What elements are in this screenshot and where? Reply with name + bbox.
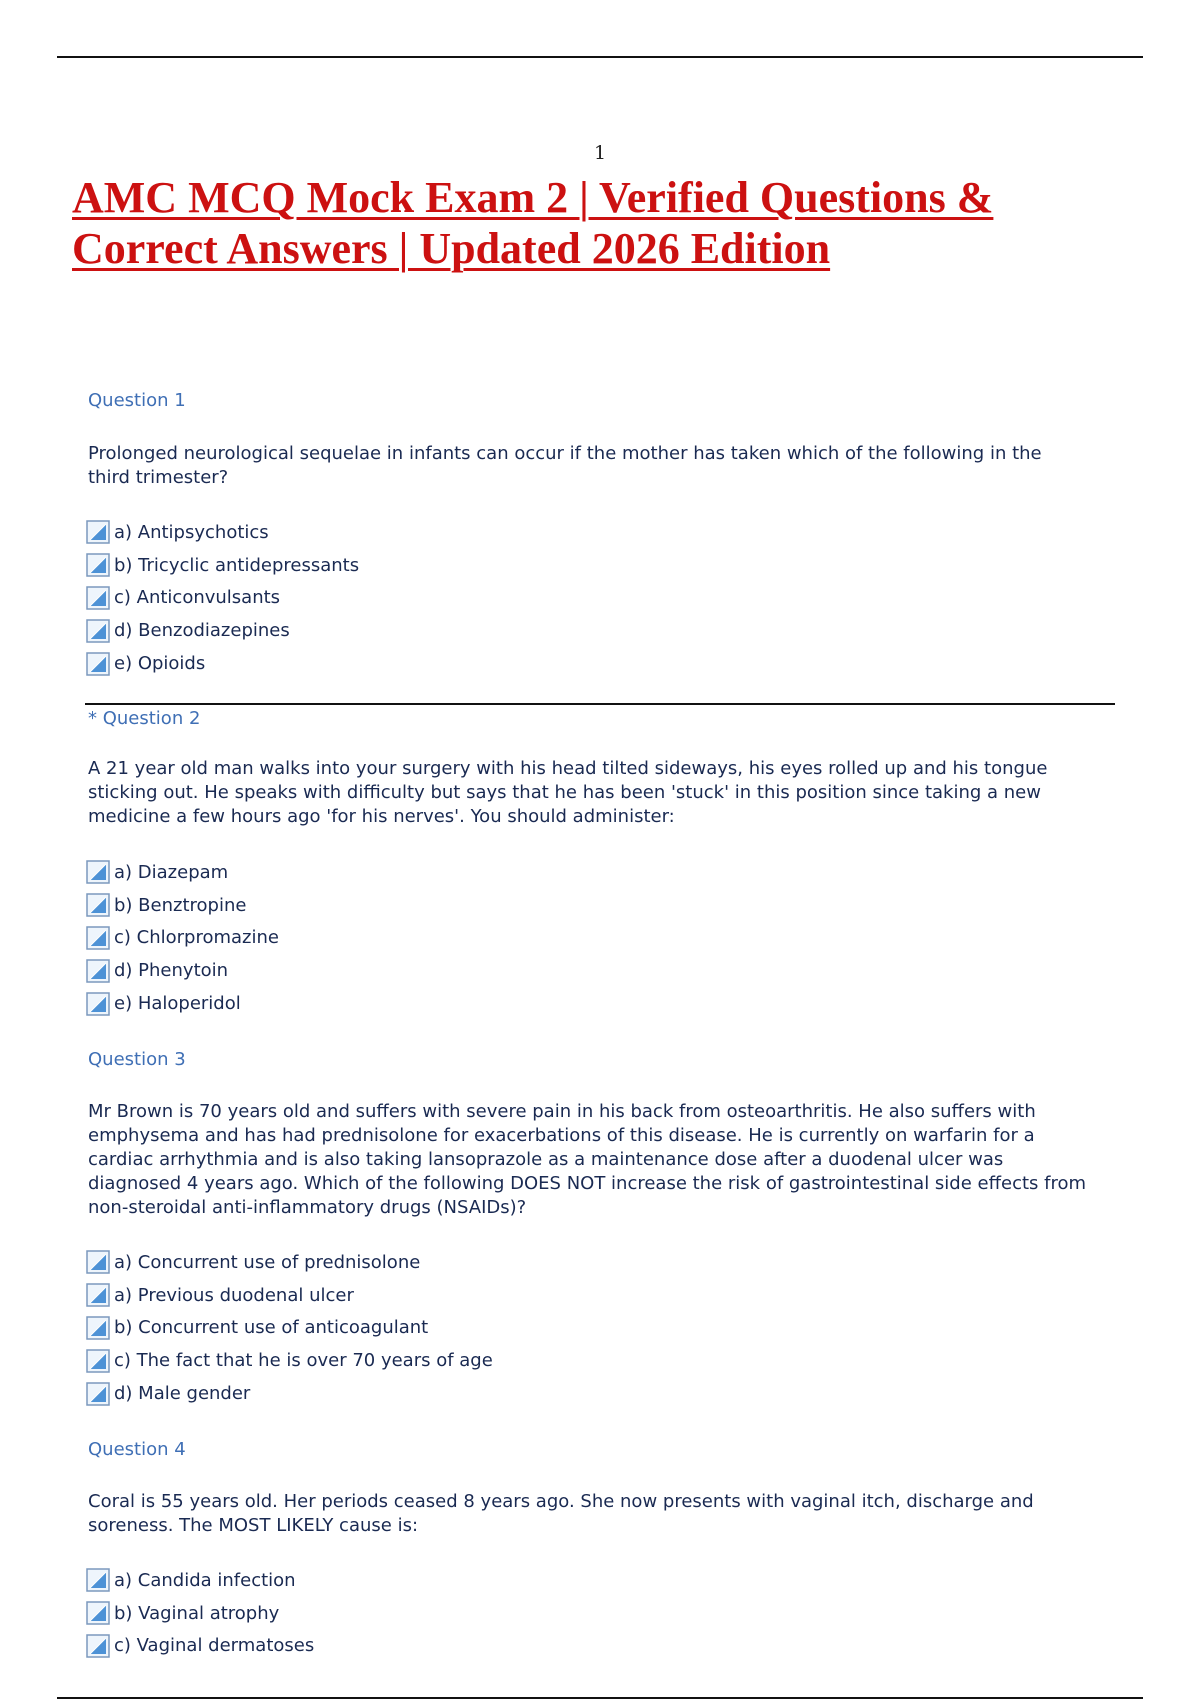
question-label: * Question 2 (88, 708, 201, 729)
answer-option[interactable] (86, 1564, 314, 1597)
checkbox-icon[interactable] (86, 619, 110, 643)
answer-option[interactable] (86, 922, 279, 955)
checkbox-icon[interactable] (86, 1601, 110, 1625)
answer-option[interactable] (86, 1279, 493, 1312)
answer-option[interactable] (86, 889, 279, 922)
answer-options (86, 1564, 314, 1662)
answer-option[interactable] (86, 1630, 314, 1663)
answer-option[interactable] (86, 954, 279, 987)
checkbox-icon[interactable] (86, 553, 110, 577)
question-text: A 21 year old man walks into your surgery with his head tilted sideways, his eyes rolled up and his tongue sticking out. He speaks with difficulty but says that he has been 'stuck' in this position since taking a new medicine a few hours ago 'for his nerves'. You should administer: (88, 758, 1048, 827)
checkbox-icon[interactable] (86, 652, 110, 676)
answer-options (86, 856, 279, 1020)
answer-option-text: b) Benztropine (114, 894, 247, 916)
answer-option-text: b) Tricyclic antidepressants (114, 554, 360, 576)
checkbox-icon[interactable] (86, 926, 110, 950)
checkbox-icon[interactable] (86, 520, 110, 544)
question-text: Prolonged neurological sequelae in infants can occur if the mother has taken which of the following in the third trimester? (88, 443, 1042, 488)
answer-option-text: a) Antipsychotics (114, 521, 269, 543)
answer-option-text: c) Anticonvulsants (114, 587, 281, 609)
question-text: Mr Brown is 70 years old and suffers with severe pain in his back from osteoarthritis. He also suffers with emphysema and has had prednisolone for exacerbations of this disease. He is currently on warfarin for a cardiac arrhythmia and is also taking lansoprazole as a maintenance dose after a duodenal ulcer was diagnosed 4 years ago. Which of the following DOES NOT increase the risk of gastrointestinal side effects from non-steroidal anti-inflammatory drugs (NSAIDs)? (88, 1101, 1087, 1218)
checkbox-icon[interactable] (86, 1316, 110, 1340)
checkbox-icon[interactable] (86, 1568, 110, 1592)
answer-option[interactable] (86, 582, 359, 615)
question-divider (85, 703, 1115, 705)
checkbox-icon[interactable] (86, 893, 110, 917)
answer-option-text: b) Vaginal atrophy (114, 1602, 280, 1624)
answer-option[interactable] (86, 1597, 314, 1630)
answer-options (86, 1246, 493, 1410)
answer-option-text: a) Candida infection (114, 1569, 296, 1591)
answer-option[interactable] (86, 1246, 493, 1279)
answer-option-text: c) Vaginal dermatoses (114, 1635, 315, 1657)
answer-option[interactable] (86, 647, 359, 680)
question-label: Question 4 (88, 1439, 186, 1460)
checkbox-icon[interactable] (86, 1283, 110, 1307)
answer-option-text: d) Male gender (114, 1383, 251, 1405)
answer-option[interactable] (86, 516, 359, 549)
question-text: Coral is 55 years old. Her periods ceased 8 years ago. She now presents with vaginal itch, discharge and soreness. The MOST LIKELY cause is: (88, 1491, 1034, 1536)
answer-option[interactable] (86, 1312, 493, 1345)
header-rule (57, 56, 1143, 58)
answer-option-text: c) The fact that he is over 70 years of age (114, 1350, 493, 1372)
answer-option[interactable] (86, 1344, 493, 1377)
answer-option[interactable] (86, 549, 359, 582)
checkbox-icon[interactable] (86, 1250, 110, 1274)
answer-option[interactable] (86, 614, 359, 647)
question-label: Question 3 (88, 1049, 186, 1070)
question-label: Question 1 (88, 390, 186, 411)
answer-option[interactable] (86, 987, 279, 1020)
document-title: AMC MCQ Mock Exam 2 | Verified Questions & Correct Answers | Updated 2026 Edition (72, 173, 994, 273)
answer-option[interactable] (86, 856, 279, 889)
checkbox-icon[interactable] (86, 1349, 110, 1373)
answer-option-text: a) Diazepam (114, 861, 229, 883)
checkbox-icon[interactable] (86, 1634, 110, 1658)
checkbox-icon[interactable] (86, 586, 110, 610)
answer-option-text: e) Haloperidol (114, 993, 241, 1015)
answer-option-text: d) Benzodiazepines (114, 620, 290, 642)
checkbox-icon[interactable] (86, 1382, 110, 1406)
answer-options (86, 516, 359, 680)
answer-option-text: c) Chlorpromazine (114, 927, 279, 949)
footer-rule (57, 1697, 1143, 1699)
answer-option-text: a) Concurrent use of prednisolone (114, 1251, 421, 1273)
answer-option-text: a) Previous duodenal ulcer (114, 1284, 354, 1306)
answer-option-text: e) Opioids (114, 653, 206, 675)
page-number: 1 (593, 142, 607, 164)
checkbox-icon[interactable] (86, 860, 110, 884)
checkbox-icon[interactable] (86, 992, 110, 1016)
answer-option-text: d) Phenytoin (114, 960, 229, 982)
answer-option[interactable] (86, 1377, 493, 1410)
checkbox-icon[interactable] (86, 959, 110, 983)
answer-option-text: b) Concurrent use of anticoagulant (114, 1317, 429, 1339)
